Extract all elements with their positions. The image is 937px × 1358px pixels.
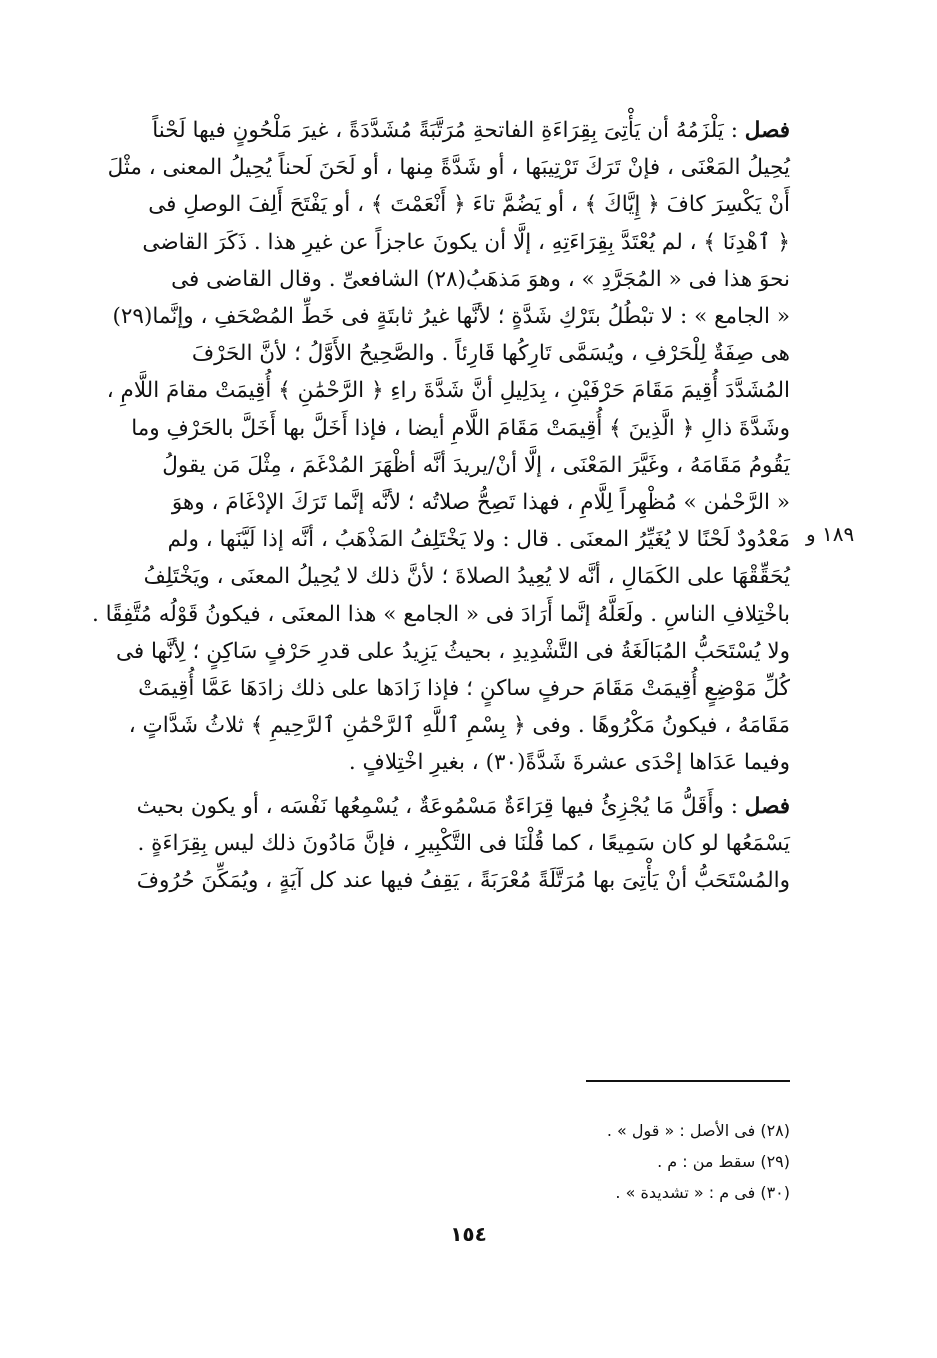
manuscript-folio-note: ١٨٩ و [806,522,855,546]
text-line: وفيما عَدَاها إحْدَى عشرةَ شَدَّةً(٣٠) ، بغيرِ اخْتِلافٍ . [348,750,790,776]
text-line: نحوَ هذا فى « المُجَرَّدِ » ، وهوَ مَذهَبُ(٢٨) الشافعىِّ . وقال القاضى فى [171,266,790,292]
main-text [91,112,790,899]
footnote-divider [586,1080,790,1082]
section-heading: فصل [744,793,790,819]
text-line: مَقَامَهُ ، فيكونُ مَكْرُوهًا . وفى ﴿ بِسْمِ ٱللَّهِ ٱلرَّحْمَٰنِ ٱلرَّحِيمِ ﴾ ثلاثُ شَدَّاتٍ ، [128,713,790,739]
text-line: المُشَدَّدَ أُقِيمَ مَقَامَ حَرْفَيْنِ ، بِدَلِيلِ أنَّ شَدَّةَ راءِ ﴿ الرَّحْمَٰنِ ﴾ أُقِيمَتْ مقامَ اللَّامِ ، [106,378,790,404]
text-line: يُحَقِّقْهَا على الكَمَالِ ، أنَّه لا يُعِيدُ الصلاةَ ؛ لأنَّ ذلك لا يُحِيلُ المعنَى ، ويَخْتَلِفُ [143,564,790,590]
text-line: ولا يُسْتَحَبُّ المُبَالَغَةُ فى التَّشْدِيدِ ، بحيثُ يَزِيدُ على قدرِ حَرْفٍ سَاكِنٍ ؛ لِأنَّها فى [115,638,790,664]
footnote: (٣٠) فى م : « تشديدة » . [615,1183,790,1202]
text-line: فصل : وأَقَلُّ مَا يُجْزِئُ فيها قِرَاءَةٌ مَسْمُوعَةٌ ، يُسْمِعُها نَفْسَه ، أو يكون بحيث [136,793,790,819]
footnote: (٢٩) سقط من : م . [657,1152,790,1171]
text-line: يَسْمَعُها لو كان سَمِيعًا ، كما قُلْنَا فى التَّكْبِيرِ ، فإنَّ مَادُونَ ذلك ليس بِقِرَاءَةٍ . [137,830,790,856]
footnotes [400,1115,790,1208]
text-line: باخْتِلافِ الناسِ . ولَعَلَّهُ إنَّما أَرَادَ فى « الجامع » هذا المعنَى ، فيكونُ قَوْلُه مُتَّفِقًا . [91,601,790,627]
text-line: يَقُومُ مَقَامَهُ ، وغَيَّرَ المَعْنَى ، إلَّا أنْ/يريدَ أنَّه أظْهَرَ المُدْغَمَ ، مِثْلَ مَن يقولُ [162,452,790,478]
text-line: مَعْدُودٌ لَحْنًا لا يُغَيِّرُ المعنَى . قال : ولا يَخْتَلِفُ المَذْهَبُ ، أنَّه إذا لَيَّنَها ، ولم [167,527,790,553]
section-heading: فصل [744,118,790,143]
text-line: ﴿ ٱهْدِنَا ﴾ ، لم يُعْتَدَّ بِقِرَاءَتِهِ ، إلَّا أن يكونَ عاجزاً عن غيرِ هذا . ذَكَرَ القاضى [142,229,790,255]
page-number: ١٥٤ [450,1222,487,1246]
text-line: يُحِيلُ المَعْنَى ، فإنْ تَرَكَ تَرْتِيبَها ، أو شَدَّةً مِنها ، أو لَحَنَ لَحناً يُحِيلُ المعنى ، مثْلَ [107,155,790,181]
text-line: والمُسْتَحَبُّ أنْ يَأْتِىَ بها مُرَتَّلَةً مُعْرَبَةً ، يَقِفُ فيها عند كل آيَةٍ ، ويُمَكِّنَ حُرُوفَ [136,868,790,894]
text-line: « الجامع » : لا تبْطُلُ بتَرْكِ شَدَّةٍ ؛ لأنَّها غيرُ ثابتَةٍ فى خَطِّ المُصْحَفِ ، وإنَّما(٢٩) [112,304,790,330]
text-line: أَنْ يَكْسِرَ كافَ ﴿ إِيَّاكَ ﴾ ، أو يَضُمَّ تاءَ ﴿ أَنْعَمْتَ ﴾ ، أو يَفْتَحَ أَلِفَ الوصلِ فى [148,192,790,218]
text-line: هى صِفَةٌ لِلْحَرْفِ ، ويُسَمَّى تَارِكُها قَارِئاً . والصَّحِيحُ الأَوَّلُ ؛ لأنَّ الحَرْفَ [191,341,790,367]
text-line: « الرَّحْمٰن » مُظْهِراً لِلَّامِ ، فهذا تَصِحُّ صلاتُه ؛ لأنَّه إنَّما تَرَكَ الإدْغَامَ ، وهوَ [171,490,790,516]
footnote: (٢٨) فى الأصل : « قول » . [606,1121,790,1140]
text-line: وشَدَّةَ ذالِ ﴿ الَّذِينَ ﴾ أُقِيمَتْ مَقَامَ اللَّامِ أيضا ، فإذا أَخَلَّ بها أَخَلَّ بالحَرْفِ وما [131,415,790,441]
text-line: كُلِّ مَوْضِعٍ أُقِيمَتْ مَقَامَ حرفٍ ساكنٍ ؛ فإذا زَادَها على ذلك زادَهَا عَمَّا أُقِيمَتْ [138,676,790,702]
section-paragraph [118,788,790,900]
section-paragraph [91,112,790,782]
text-line: فصل : يَلْزَمُهُ أن يَأْتِىَ بِقِرَاءَةِ الفاتحةِ مُرَتَّبَةً مُشَدَّدَةً ، غيرَ مَلْحُونٍ فيها لَحْناً [152,118,790,143]
